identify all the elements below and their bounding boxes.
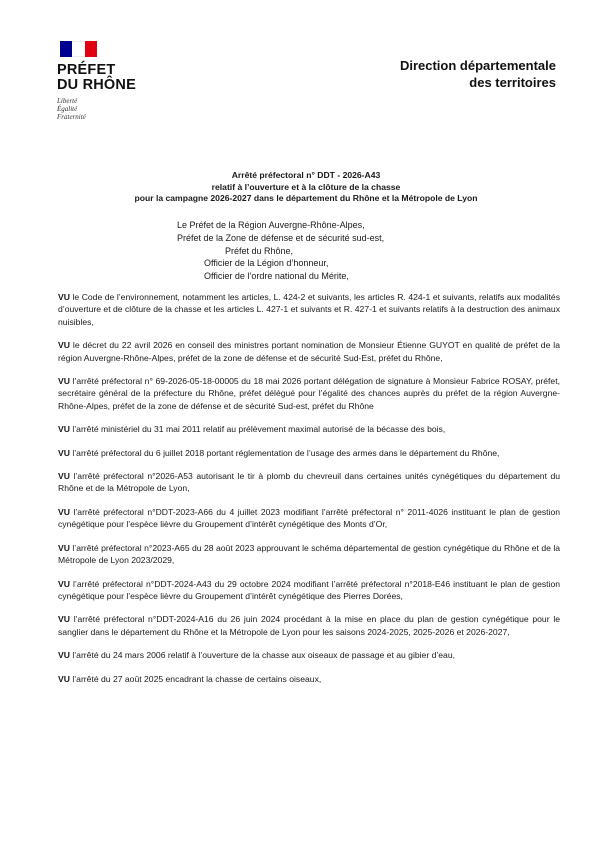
prefect-title-line: Préfet du Rhône, xyxy=(225,245,294,256)
prefet-name-line: PRÉFET xyxy=(57,62,116,78)
visa-text: l’arrêté préfectoral n°DDT-2024-A43 du 29 octobre 2024 modifiant l’arrêté préfectoral n°2018-E46 instituant le plan de gestion cynégétique pour l’espèce lièvre du Groupement d’intérêt cynégétique des Pierres Dorées, xyxy=(58,578,560,601)
motto-line: Égalité xyxy=(57,105,78,113)
visa-paragraph xyxy=(58,423,560,435)
visa-text: l’arrêté préfectoral n°DDT-2024-A16 du 26 juin 2024 procédant à la mise en place du plan de gestion cynégétique pour le sanglier dans le département du Rhône et la Métropole de Lyon pour les saisons 2024-2025, 2025-2026 et 2026-2027, xyxy=(58,614,561,637)
vu-keyword: VU xyxy=(58,471,70,482)
visa-text: l’arrêté du 24 mars 2006 relatif à l’ouverture de la chasse aux oiseaux de passage et au gibier d’eau, xyxy=(72,650,456,661)
letterhead xyxy=(0,0,600,150)
prefecture-logo xyxy=(57,41,137,121)
decree-title xyxy=(40,170,572,205)
prefect-titles xyxy=(177,219,384,283)
prefet-name-line: DU RHÔNE xyxy=(57,77,136,93)
visa-paragraph xyxy=(58,339,560,364)
visa-text: l’arrêté préfectoral n°2026-A53 autorisant le tir à plomb du chevreuil dans certaines unités cynégétiques du département du Rhône et de la Métropole de Lyon, xyxy=(58,471,561,494)
visa-text: l’arrêté préfectoral n°DDT-2023-A66 du 4 juillet 2023 modifiant l’arrêté préfectoral n° 2011-4026 instituant le plan de gestion cynégétique pour l’espèce lièvre du Groupement d’intérêt cynégétique des Monts d’Or, xyxy=(58,506,561,530)
visa-paragraph xyxy=(58,673,560,685)
visas-list xyxy=(58,291,560,696)
visa-paragraph xyxy=(58,542,560,567)
vu-keyword: VU xyxy=(58,424,70,435)
title-line: Arrêté préfectoral n° DDT - 2026-A43 xyxy=(231,170,381,180)
vu-keyword: VU xyxy=(58,340,70,351)
visa-paragraph xyxy=(58,375,560,412)
visa-paragraph xyxy=(58,506,560,531)
direction-line: Direction départementale xyxy=(399,58,556,73)
prefect-title-line: Préfet de la Zone de défense et de sécurité sud-est, xyxy=(177,232,385,243)
visa-text: le décret du 22 avril 2026 en conseil des ministres portant nomination de Monsieur Étienne GUYOT en qualité de préfet de la région Auvergne-Rhône-Alpes, préfet de la zone de défense et de sécurité Sud-Est, préfet du Rhône, xyxy=(58,340,561,363)
visa-paragraph xyxy=(58,578,560,603)
vu-keyword: VU xyxy=(58,447,70,458)
title-line: pour la campagne 2026-2027 dans le département du Rhône et la Métropole de Lyon xyxy=(134,193,478,203)
vu-keyword: VU xyxy=(58,542,70,553)
vu-keyword: VU xyxy=(58,376,70,387)
republic-motto xyxy=(57,97,137,121)
visa-text: l’arrêté du 27 août 2025 encadrant la chasse de certains oiseaux, xyxy=(72,673,322,684)
prefect-title-line: Officier de l’ordre national du Mérite, xyxy=(204,271,349,282)
vu-keyword: VU xyxy=(58,506,70,517)
title-line: relatif à l’ouverture et à la clôture de la chasse xyxy=(211,181,401,192)
visa-paragraph xyxy=(58,613,560,638)
vu-keyword: VU xyxy=(58,614,70,625)
vu-keyword: VU xyxy=(58,673,70,684)
direction-name xyxy=(400,57,556,91)
visa-text: l’arrêté préfectoral du 6 juillet 2018 portant réglementation de l’usage des armes dans le département du Rhône, xyxy=(72,447,500,458)
visa-text: l’arrêté préfectoral n° 69-2026-05-18-00005 du 18 mai 2026 portant délégation de signature à Monsieur Fabrice ROSAY, préfet, secrétaire général de la préfecture du Rhône, préfet délégué pour l’égalité des chances auprès du préfet de la région Auvergne-Rhône-Alpes, préfet de la zone de défense et de sécurité Sud-est, préfet du Rhône xyxy=(58,376,560,411)
vu-keyword: VU xyxy=(58,578,70,589)
motto-line: Fraternité xyxy=(57,113,86,121)
visa-paragraph xyxy=(58,447,560,459)
marianne-flag-icon xyxy=(60,41,97,57)
visa-paragraph xyxy=(58,470,560,495)
vu-keyword: VU xyxy=(58,650,70,661)
direction-line: des territoires xyxy=(469,75,556,90)
vu-keyword: VU xyxy=(58,292,70,302)
motto-line: Liberté xyxy=(57,97,78,105)
visa-text: le Code de l’environnement, notamment les articles, L. 424-2 et suivants, les articles R. 424-1 et suivants, relatifs aux modalités d’ouverture et de clôture de la chasse et les articles L. 427-1 et suivants et R. 427-1 et suivants relatifs à la destruction des animaux nuisibles, xyxy=(58,292,560,327)
prefect-title-line: Le Préfet de la Région Auvergne-Rhône-Alpes, xyxy=(177,220,365,230)
visa-text: l’arrêté ministériel du 31 mai 2011 relatif au prélèvement maximal autorisé de la bécasse des bois, xyxy=(72,424,446,435)
visa-paragraph xyxy=(58,649,560,661)
prefect-title-line: Officier de la Légion d’honneur, xyxy=(204,258,329,269)
prefet-name xyxy=(57,63,137,93)
visa-paragraph xyxy=(58,291,560,328)
visa-text: l’arrêté préfectoral n°2023-A65 du 28 août 2023 approuvant le schéma départemental de gestion cynégétique du Rhône et de la Métropole de Lyon 2023/2029, xyxy=(58,542,561,566)
